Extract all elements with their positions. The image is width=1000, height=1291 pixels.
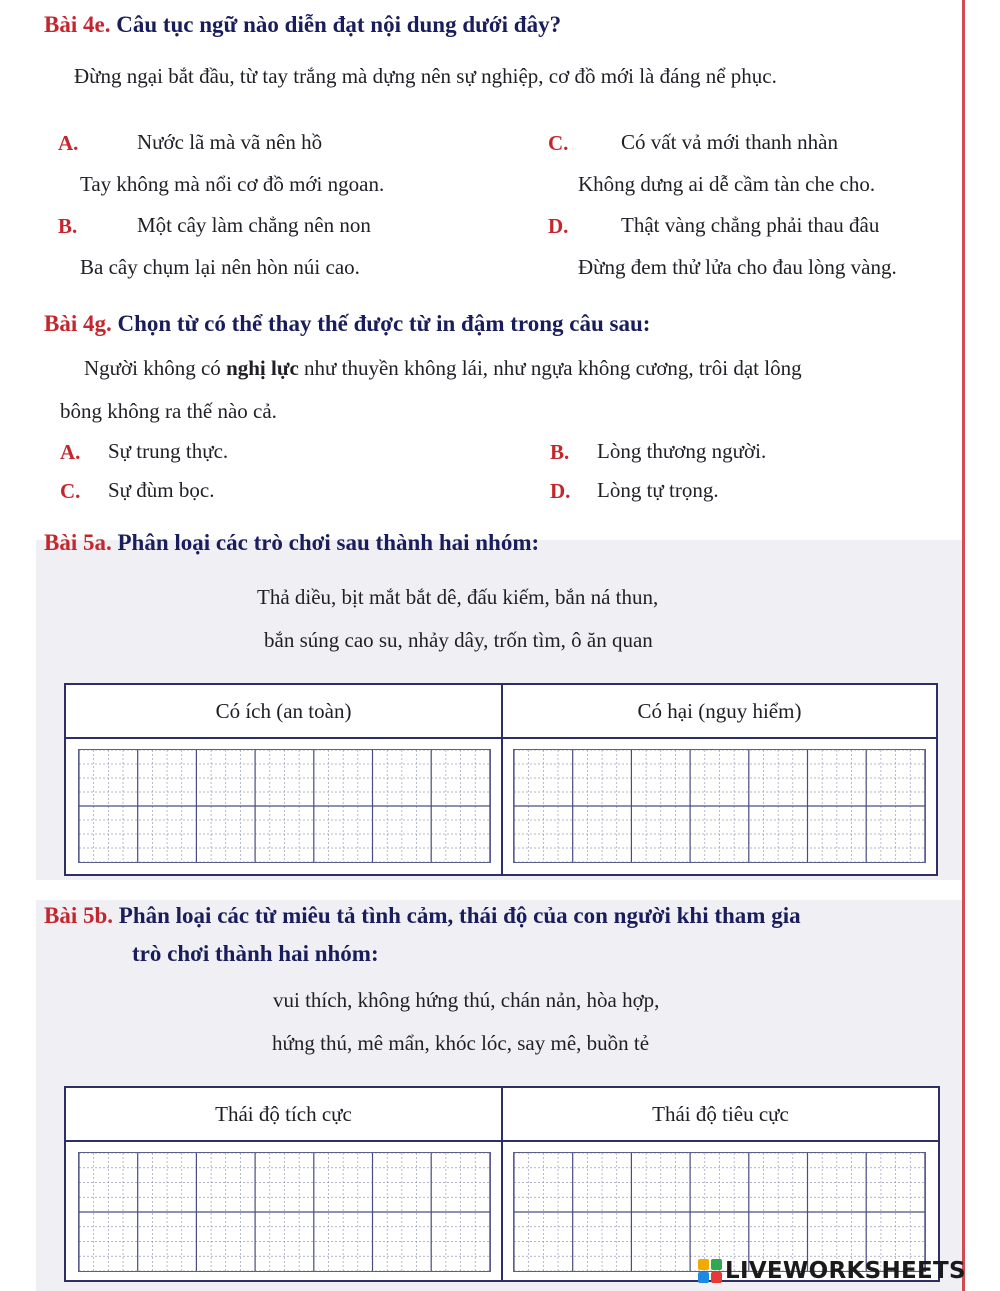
bai4e-option-d-line1: Thật vàng chẳng phải thau đâu	[621, 213, 880, 237]
bai4g-option-b-letter: B.	[550, 440, 570, 464]
bai5a-column-divider	[501, 685, 503, 874]
bai4g-option-d-text: Lòng tự trọng.	[597, 478, 719, 502]
bai4e-option-b-letter: B.	[58, 214, 78, 238]
bai4g-option-b-text: Lòng thương người.	[597, 439, 767, 463]
bai4e-option-a-line1: Nước lã mà vã nên hồ	[137, 130, 323, 154]
bai4e-option-a-line2: Tay không mà nổi cơ đồ mới ngoan.	[80, 172, 385, 196]
bai4g-option-c-letter: C.	[60, 479, 81, 503]
bai4g-sentence-line2: bông không ra thế nào cả.	[60, 399, 277, 423]
bai5a-answer-grid-left[interactable]	[78, 749, 491, 863]
bai4g-bold-word: nghị lực	[226, 356, 299, 380]
bai5a-heading	[44, 530, 539, 556]
bai5b-answer-grid-left[interactable]	[78, 1152, 491, 1272]
bai5b-list-line2: hứng thú, mê mẩn, khóc lóc, say mê, buồn tẻ	[272, 1031, 650, 1055]
bai4e-option-c-line2: Không dưng ai dễ cầm tàn che cho.	[578, 172, 876, 196]
bai4e-option-b-line1: Một cây làm chẳng nên non	[137, 213, 371, 237]
bai5a-number: Bài 5a.	[44, 530, 112, 555]
bai4e-option-c-line1: Có vất vả mới thanh nhàn	[621, 130, 838, 154]
bai5b-number: Bài 5b.	[44, 903, 114, 928]
bai4g-option-d-letter: D.	[550, 479, 571, 503]
page-edge-line	[962, 0, 965, 1291]
bai5a-answer-grid-right[interactable]	[513, 749, 926, 863]
bai5b-heading	[44, 903, 801, 929]
bai5b-question-line2: trò chơi thành hai nhóm:	[132, 941, 379, 966]
bai5a-table	[64, 683, 938, 876]
bai4g-sentence-before: Người không có	[84, 356, 227, 380]
bai4e-option-c-letter: C.	[548, 131, 569, 155]
bai5a-col-left-header: Có ích (an toàn)	[66, 685, 501, 739]
bai5b-col-left-header: Thái độ tích cực	[66, 1088, 501, 1142]
liveworksheets-logo-icon	[697, 1258, 723, 1284]
bai5b-col-right-header: Thái độ tiêu cực	[503, 1088, 938, 1142]
liveworksheets-text: LIVEWORKSHEETS	[725, 1258, 966, 1284]
bai4e-heading	[44, 12, 561, 38]
bai4e-option-d-letter: D.	[548, 214, 569, 238]
bai4g-sentence-after: như thuyền không lái, như ngựa không cương, trôi dạt lông	[298, 356, 802, 380]
bai4e-number: Bài 4e.	[44, 12, 111, 37]
bai4g-option-a-text: Sự trung thực.	[108, 439, 229, 463]
bai5b-table	[64, 1086, 940, 1282]
bai4e-option-d-line2: Đừng đem thử lửa cho đau lòng vàng.	[578, 255, 897, 279]
bai4g-number: Bài 4g.	[44, 311, 112, 336]
bai4g-sentence-line1	[84, 356, 802, 381]
bai5b-list-line1: vui thích, không hứng thú, chán nản, hòa hợp,	[273, 988, 660, 1012]
bai4e-statement: Đừng ngại bắt đầu, từ tay trắng mà dựng nên sự nghiệp, cơ đồ mới là đáng nể phục.	[74, 64, 777, 88]
bai5a-col-right-header: Có hại (nguy hiểm)	[503, 685, 936, 739]
bai4e-question: Câu tục ngữ nào diễn đạt nội dung dưới đây?	[116, 12, 562, 37]
bai5a-question: Phân loại các trò chơi sau thành hai nhóm:	[117, 530, 540, 555]
bai4e-option-b-line2: Ba cây chụm lại nên hòn núi cao.	[80, 255, 360, 279]
bai4g-option-c-text: Sự đùm bọc.	[108, 478, 215, 502]
bai4g-question: Chọn từ có thể thay thế được từ in đậm trong câu sau:	[117, 311, 651, 336]
bai5b-column-divider	[501, 1088, 503, 1280]
bai4g-heading	[44, 311, 650, 337]
bai4e-option-a-letter: A.	[58, 131, 79, 155]
bai4g-option-a-letter: A.	[60, 440, 81, 464]
bai5b-answer-grid-right[interactable]	[513, 1152, 926, 1272]
bai5a-list-line2: bắn súng cao su, nhảy dây, trốn tìm, ô ăn quan	[264, 628, 653, 652]
bai5b-question-line1: Phân loại các từ miêu tả tình cảm, thái độ của con người khi tham gia	[118, 903, 801, 928]
liveworksheets-watermark	[697, 1256, 966, 1286]
bai5a-list-line1: Thả diều, bịt mắt bắt dê, đấu kiếm, bắn ná thun,	[257, 585, 659, 609]
